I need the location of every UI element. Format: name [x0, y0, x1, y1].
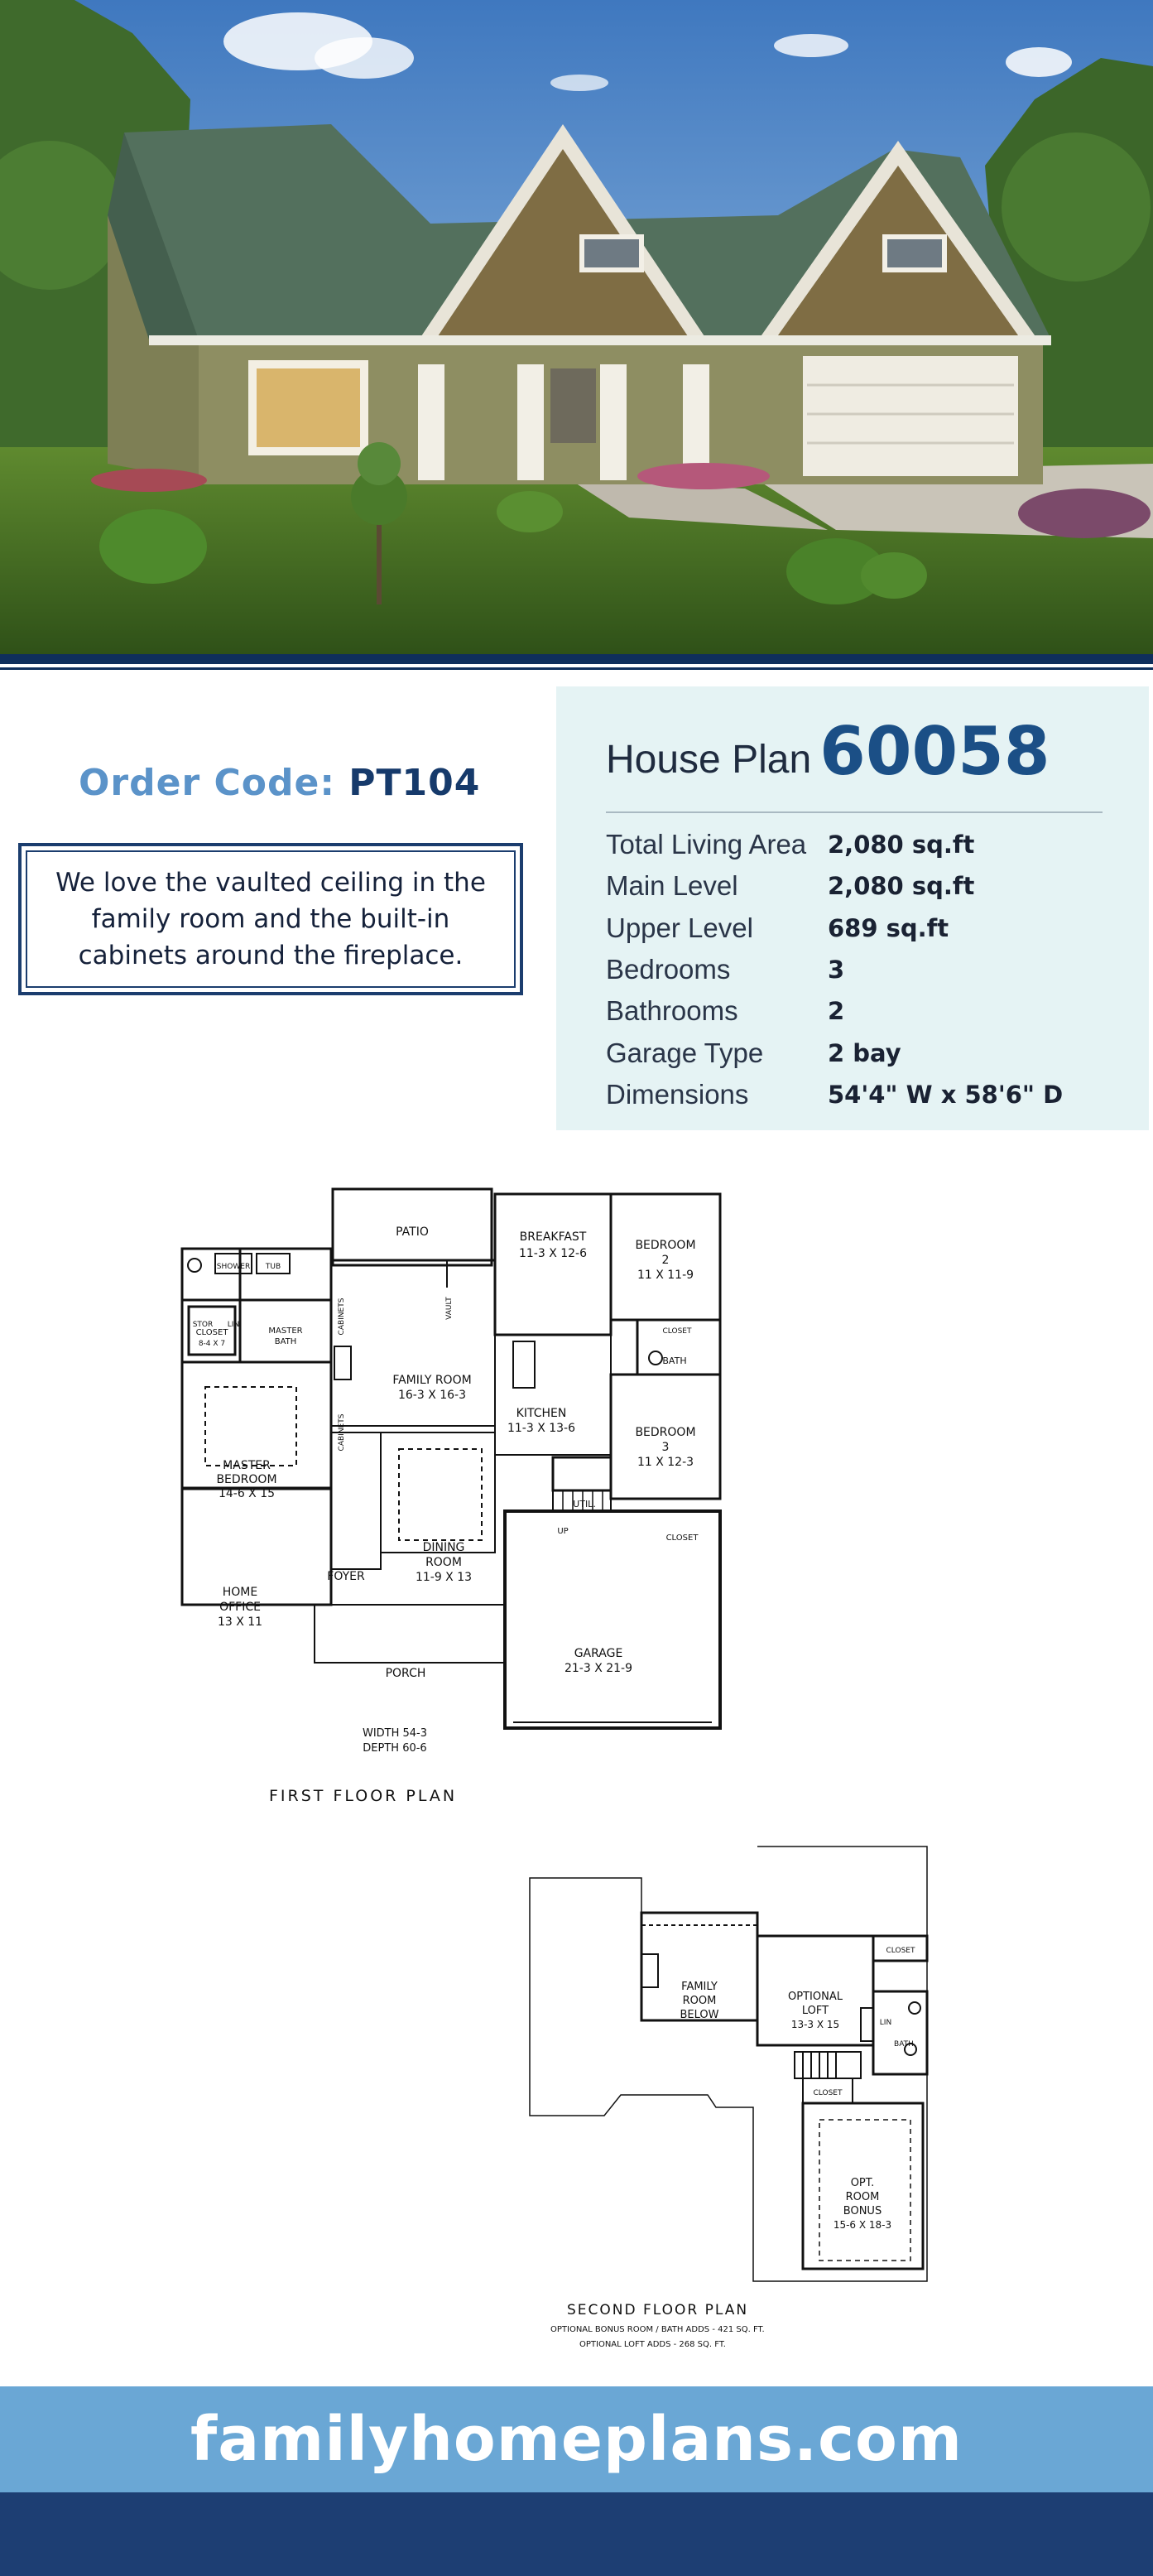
room-lin: LIN [227, 1321, 240, 1329]
room-bedroom2-num: 2 [661, 1254, 670, 1267]
room-up: UP [557, 1527, 569, 1536]
room-breakfast-size: 11-3 X 12-6 [518, 1247, 588, 1260]
order-code-label: Order Code: [79, 762, 335, 804]
room-garage: GARAGE [574, 1647, 623, 1660]
room-family-size: 16-3 X 16-3 [397, 1389, 467, 1402]
room-family-below-2: ROOM [682, 1995, 717, 2007]
order-code [79, 762, 480, 804]
spec-label: Total Living Area [606, 829, 807, 860]
room-home-office-2: OFFICE [219, 1601, 261, 1614]
spec-row-total-living-area [606, 824, 1063, 865]
room-master-bath-2: BATH [274, 1337, 297, 1346]
spec-value: 2 [828, 997, 845, 1026]
house-rendering [0, 0, 1153, 654]
spec-row-main-level [606, 865, 1063, 907]
first-floor-plan [166, 1184, 745, 1822]
spec-list [606, 824, 1063, 1115]
spec-value: 54'4" W x 58'6" D [828, 1080, 1064, 1109]
panel-divider [606, 811, 1103, 813]
hero-divider-thin [0, 667, 1153, 670]
room-loft-2: LOFT [801, 2005, 829, 2017]
spec-value: 3 [828, 956, 845, 985]
footer-banner [0, 2386, 1153, 2492]
spec-value: 689 sq.ft [828, 913, 949, 942]
room-util: UTIL. [573, 1499, 596, 1509]
room-bath: BATH [662, 1355, 687, 1366]
room-loft: OPTIONAL [788, 1991, 843, 2003]
room-bonus-size: 15-6 X 18-3 [833, 2219, 892, 2231]
spec-row-dimensions [606, 1074, 1063, 1115]
room-kitchen-size: 11-3 X 13-6 [507, 1422, 576, 1435]
spec-value: 2,080 sq.ft [828, 831, 975, 859]
room-lin-upper: LIN [879, 2019, 892, 2027]
plan-width: WIDTH 54-3 [362, 1727, 428, 1740]
room-bonus: OPT. [850, 2177, 875, 2189]
room-dining: DINING [422, 1541, 465, 1554]
second-floor-plan [521, 1842, 952, 2356]
room-family-below-3: BELOW [680, 2009, 719, 2021]
room-home-office: HOME [222, 1586, 258, 1599]
room-bedroom3-num: 3 [661, 1441, 670, 1454]
room-closet-b3: CLOSET [665, 1534, 699, 1543]
plan-title-word: House Plan [606, 738, 812, 782]
room-closet-b2: CLOSET [662, 1327, 692, 1336]
room-tub: TUB [265, 1263, 281, 1271]
spec-label: Bedrooms [606, 954, 731, 985]
spec-row-bedrooms [606, 949, 1063, 990]
room-stor: STOR [192, 1321, 214, 1329]
spec-row-bathrooms [606, 990, 1063, 1032]
room-dining-2: ROOM [425, 1556, 462, 1569]
room-bath-upper: BATH [894, 2040, 914, 2049]
room-loft-size: 13-3 X 15 [790, 2019, 840, 2030]
room-foyer: FOYER [327, 1570, 365, 1583]
room-bonus-3: BONUS [843, 2205, 882, 2217]
description-text: We love the vaulted ceiling in the family room and the built-in cabinets around the fireplace. [26, 850, 516, 988]
room-bedroom3: BEDROOM [635, 1426, 696, 1439]
room-porch: PORCH [385, 1667, 426, 1680]
room-breakfast: BREAKFAST [519, 1230, 587, 1244]
room-cabinets-top: CABINETS [338, 1298, 346, 1336]
room-master-bath: MASTER [268, 1327, 303, 1336]
room-garage-size: 21-3 X 21-9 [564, 1662, 633, 1675]
spec-value: 2 bay [828, 1038, 901, 1067]
room-master-bedroom: MASTER [223, 1459, 271, 1472]
room-bedroom2: BEDROOM [635, 1239, 696, 1252]
spec-label: Main Level [606, 870, 738, 902]
room-master-bedroom-2: BEDROOM [216, 1473, 277, 1486]
room-cabinets-bottom: CABINETS [338, 1413, 346, 1452]
second-floor-note-bonus: OPTIONAL BONUS ROOM / BATH ADDS - 421 SQ. FT. [550, 2325, 765, 2334]
site-url[interactable]: familyhomeplans.com [190, 2404, 963, 2475]
room-home-office-size: 13 X 11 [217, 1615, 263, 1629]
room-master-bedroom-size: 14-6 X 15 [218, 1487, 276, 1500]
spec-row-garage-type [606, 1032, 1063, 1073]
spec-row-upper-level [606, 908, 1063, 949]
order-code-value: PT104 [348, 762, 481, 804]
spec-label: Bathrooms [606, 995, 738, 1027]
plan-number: 60058 [819, 713, 1050, 790]
room-bedroom3-size: 11 X 12-3 [637, 1456, 694, 1469]
room-vault: VAULT [445, 1297, 454, 1320]
first-floor-title: FIRST FLOOR PLAN [269, 1787, 458, 1805]
room-shower: SHOWER [216, 1263, 251, 1271]
room-dining-size: 11-9 X 13 [415, 1571, 473, 1584]
spec-label: Upper Level [606, 912, 753, 943]
plan-details-panel [556, 686, 1149, 1130]
spec-label: Dimensions [606, 1078, 749, 1110]
room-bedroom2-size: 11 X 11-9 [637, 1269, 694, 1282]
second-floor-note-loft: OPTIONAL LOFT ADDS - 268 SQ. FT. [579, 2340, 726, 2349]
room-family: FAMILY ROOM [392, 1374, 472, 1387]
spec-label: Garage Type [606, 1037, 764, 1068]
room-closet-master: CLOSET [195, 1328, 228, 1337]
room-bonus-2: ROOM [845, 2191, 880, 2203]
spec-value: 2,080 sq.ft [828, 872, 975, 901]
description-box [18, 843, 523, 995]
room-closet-master-size: 8-4 X 7 [198, 1340, 226, 1348]
room-patio: PATIO [396, 1225, 429, 1239]
plan-title [606, 713, 1050, 790]
room-closet-upper: CLOSET [886, 1947, 915, 1955]
plan-depth: DEPTH 60-6 [363, 1742, 427, 1755]
hero-divider [0, 654, 1153, 664]
room-closet2-upper: CLOSET [813, 2089, 843, 2097]
room-kitchen: KITCHEN [516, 1407, 567, 1420]
footer-bar [0, 2492, 1153, 2576]
room-family-below: FAMILY [681, 1981, 718, 1993]
second-floor-title: SECOND FLOOR PLAN [567, 2302, 749, 2318]
